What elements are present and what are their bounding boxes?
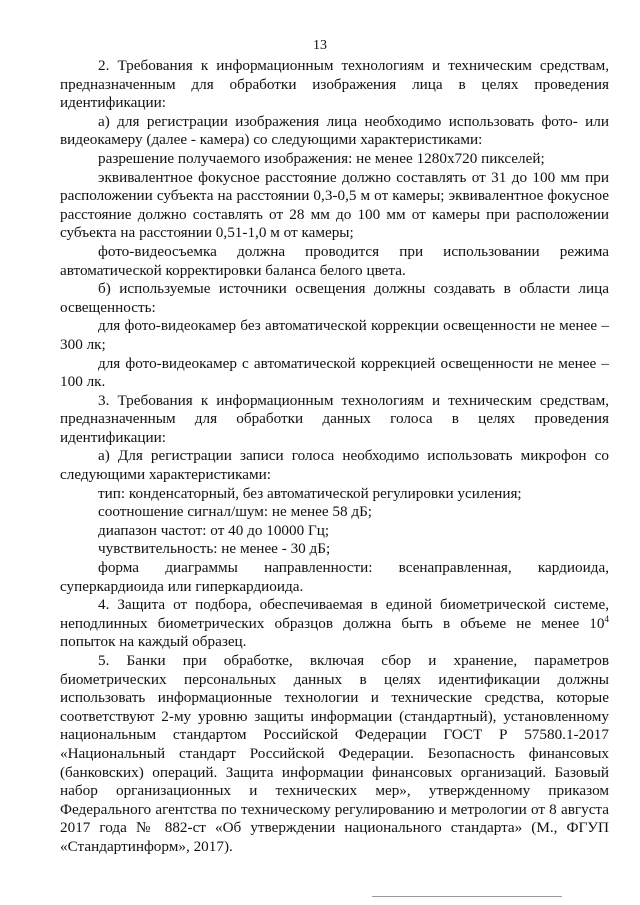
paragraph-lighting-correction: для фото-видеокамер с автоматической коррекцией освещенности не менее – 100 лк. xyxy=(60,354,609,391)
paragraph-microphone: а) Для регистрации записи голоса необходимо использовать микрофон со следующими характеристиками: xyxy=(60,447,609,484)
scan-artifact-line xyxy=(372,896,562,897)
paragraph-polar-pattern: форма диаграммы направленности: всенаправленная, кардиоида, суперкардиоида или гиперкардиоида. xyxy=(60,559,609,595)
exponent: 4 xyxy=(604,613,609,624)
document-body xyxy=(60,57,609,857)
paragraph-camera: а) для регистрации изображения лица необходимо использовать фото- или видеокамеру (далее - камера) со следующими характеристиками: xyxy=(60,112,609,149)
spoofing-text-a: 4. Защита от подбора, обеспечиваемая в единой биометрической системе, неподлинных биометрических образцов должна быть в объеме не менее 10 xyxy=(60,596,609,632)
paragraph-spoofing-protection xyxy=(60,596,609,652)
paragraph-sensitivity: чувствительность: не менее - 30 дБ; xyxy=(98,540,331,558)
paragraph-focal-length: эквивалентное фокусное расстояние должно составлять от 31 до 100 мм при расположении субъекта на расстоянии 0,3-0,5 м от камеры; эквивалентное фокусное расстояние должно составлять от 28 мм до 100 мм от камеры при расположении субъекта на расстоянии 0,51-1,0 м от камеры; xyxy=(60,168,609,242)
paragraph-face-requirements: 2. Требования к информационным технологиям и техническим средствам, предназначенным для обработки изображения лица в целях проведения идентификации: xyxy=(60,57,609,112)
page-number: 13 xyxy=(313,38,327,53)
paragraph-lighting-no-correction: для фото-видеокамер без автоматической коррекции освещенности не менее – 300 лк; xyxy=(60,317,609,353)
paragraph-voice-requirements: 3. Требования к информационным технологиям и техническим средствам, предназначенным для обработки данных голоса в целях проведения идентификации: xyxy=(60,391,609,446)
paragraph-resolution: разрешение получаемого изображения: не менее 1280х720 пикселей; xyxy=(98,149,545,167)
paragraph-white-balance: фото-видеосъемка должна проводится при использовании режима автоматической корректировки баланса белого цвета. xyxy=(60,242,609,279)
paragraph-snr: соотношение сигнал/шум: не менее 58 дБ; xyxy=(98,503,373,521)
paragraph-banks: 5. Банки при обработке, включая сбор и хранение, параметров биометрических персональных данных в целях идентификации должны использовать информационные технологии и технические средства, которые соответствуют 2-му уровню защиты информации (стандартный), установленному национальным стандартом Российской Федерации ГОСТ Р 57580.1-2017 «Национальный стандарт Российской Федерации. Безопасность финансовых (банковских) операций. Защита информации финансовых организаций. Базовый набор организационных и технических мер», утвержденному приказом Федерального агентства по техническому регулированию и метрологии от 8 августа 2017 года № 882-ст «Об утверждении национального стандарта» (М., ФГУП «Стандартинформ», 2017). xyxy=(60,652,609,855)
paragraph-frequency: диапазон частот: от 40 до 10000 Гц; xyxy=(98,521,330,539)
spoofing-text-b: попыток на каждый образец. xyxy=(60,633,247,651)
paragraph-lighting: б) используемые источники освещения должны создавать в области лица освещенность: xyxy=(60,280,609,316)
paragraph-mic-type: тип: конденсаторный, без автоматической регулировки усиления; xyxy=(98,484,522,502)
